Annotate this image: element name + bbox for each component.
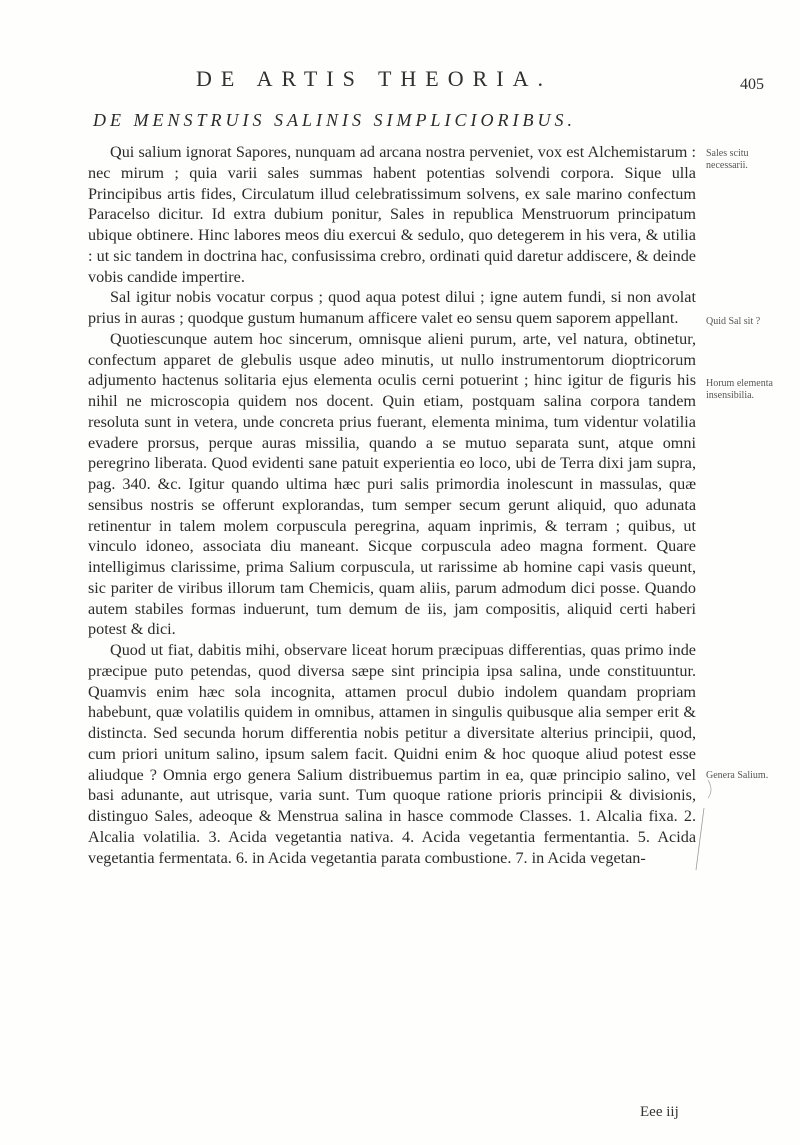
chapter-title: DE MENSTRUIS SALINIS SIMPLICIORIBUS. — [93, 110, 576, 130]
margin-pencil-curve — [708, 780, 711, 798]
signature-mark: Eee iij — [640, 1104, 679, 1120]
marginal-note-sales: Sales scitu necessarii. — [706, 148, 749, 171]
paragraph-4: Quod ut fiat, dabitis mihi, observare liceat horum præcipuas differentias, quas primo inde præcipue puto petendas, quod diversa sæpe sint principia ipsa salina, unde constituuntur. Quamvis enim hæc sola incognita, attamen procul dubio indolem quandam propriam habebunt, quæ volatilis quidem in omnibus, attamen in singulis quibusque alia semper erit & distincta. Sed secunda horum differentia nobis petitur a diversitate alterius principii, quod, cum priori unitum salino, ipsum salem facit. Quidni enim & hoc quoque aliud potest esse aliudque ? Omnia ergo genera Salium distribuemus partim in ea, quæ principio salino, vel basi adunante, aut utrisque, varia sunt. Tum quoque ratione prioris principii & divisionis, distinguo Sales, adeoque & Menstrua salina in hasce commode Classes. 1. Alcalia fixa. 2. Alcalia volatilia. 3. Acida vegetantia nativa. 4. Acida vegetantia fermentantia. 5. Acida vegetantia fermentata. 6. in Acida vegetantia parata combustione. 7. in Acida vegetan- — [88, 641, 696, 867]
paragraph-2: Sal igitur nobis vocatur corpus ; quod aqua potest dilui ; igne autem fundi, si non avolat prius in auras ; quodque gustum humanum afficere valet eo sensu quem saporem appellant. — [88, 288, 696, 327]
marginal-note-quid-sal: Quid Sal sit ? — [706, 316, 761, 327]
running-head: DE ARTIS THEORIA. — [196, 66, 552, 91]
paragraph-3: Quotiescunque autem hoc sincerum, omnisque alieni purum, arte, vel natura, obtinetur, confectum apparet de glebulis usque adeo minutis, ut nullo instrumentorum dioptricorum adjumento hactenus solitaria ejus elementa oculis cerni potuerint ; hinc igitur de figuris his nihil ne microscopia quidem nos docent. Quin etiam, postquam salina corpora tandem resoluta sunt in vetera, unde concreta prius fuerant, elementa minima, tum videntur volatilia evadere prorsus, perque auras missilia, quando a se mutuo separata sunt, atque omni peregrino liberata. Quod evidenti sane patuit experientia eo loco, ubi de Terra dixi jam supra, pag. 340. &c. Igitur quando ultima hæc puri salis primordia inolescunt in massulas, quæ sensibus nostris se offerunt explorandas, tum semper secum gerunt aliquid, quo adunata retinentur in talem molem corpuscula peregrina, aquam inprimis, & terram ; quibus, ut vinculo idoneo, associata diu maneant. Sicque corpuscula adeo magna forment. Quare intelligimus clarissime, prima Salium corpuscula, ut rarissime ab homine capi vasis queunt, sic pariter de viribus illorum tam Chemicis, quam aliis, parum admodum dici posse. Quando autem stabiles formas induerunt, tum demum de iis, jam compositis, aliquid certi haberi potest & dici. — [88, 329, 696, 639]
marginal-note-genera: Genera Salium. — [706, 770, 769, 781]
paragraph-1: Qui salium ignorat Sapores, nunquam ad arcana nostra perveniet, vox est Alchemistarum : nec mirum ; quia varii sales summas habent potentias solvendi corpora. Sique ulla Principibus artis fides, Circulatum illud celebratissimum solvens, ex sale marino confectum Paracelso dicitur. Id extra dubium ponitur, Sales in republica Menstruorum principatum ubique obtinere. Hinc labores meos diu exercui & sedulo, quo detegerem in his vera, & utilia : ut sic tandem in doctrina hac, confusissima crebro, ordinati quid daretur addiscere, & deinde vobis candide impertire. — [88, 143, 696, 286]
margin-pencil-mark — [696, 808, 704, 870]
page-number: 405 — [740, 76, 764, 93]
marginal-note-elementa: Horum elementa insensibilia. — [706, 378, 773, 401]
